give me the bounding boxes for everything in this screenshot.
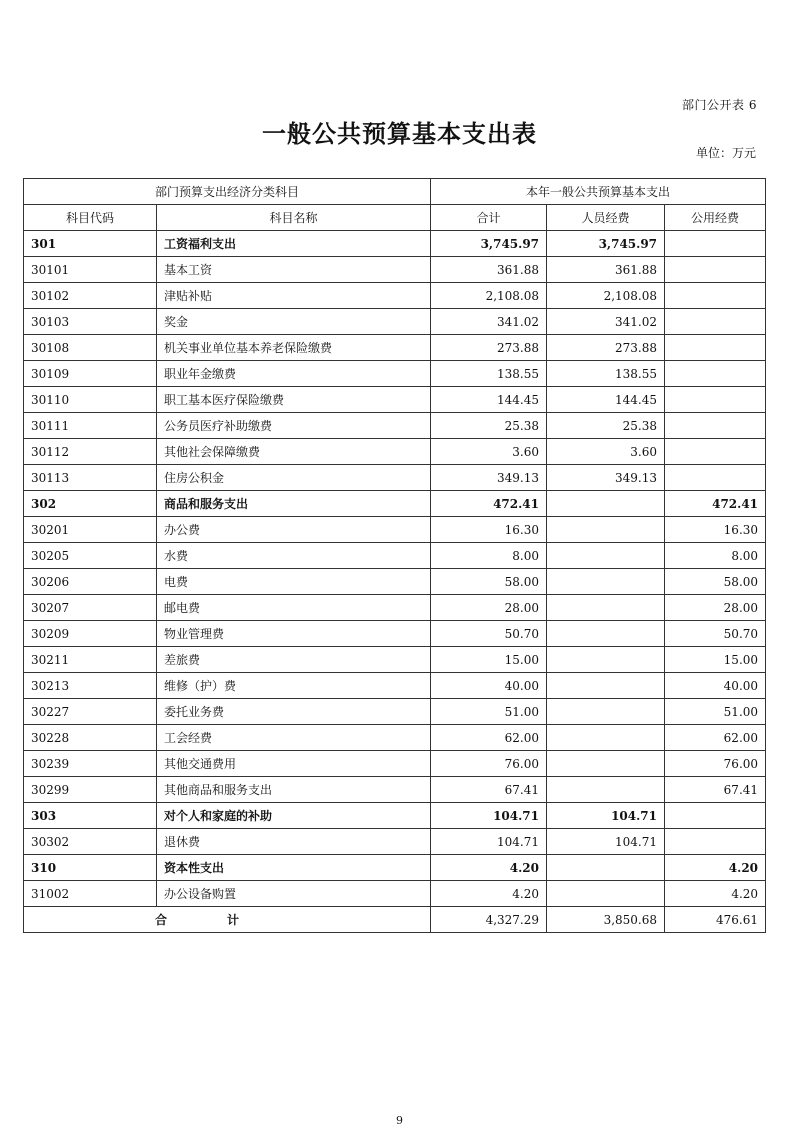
- cell-total: 25.38: [431, 413, 547, 439]
- cell-name: 电费: [157, 569, 431, 595]
- cell-personnel: [547, 725, 665, 751]
- cell-public: [665, 439, 766, 465]
- cell-name: 其他交通费用: [157, 751, 431, 777]
- table-row: [24, 881, 766, 907]
- cell-name: 职业年金缴费: [157, 361, 431, 387]
- cell-code: 310: [24, 855, 157, 881]
- table-row: [24, 231, 766, 257]
- cell-name: 其他商品和服务支出: [157, 777, 431, 803]
- cell-personnel: [547, 673, 665, 699]
- cell-code: 30206: [24, 569, 157, 595]
- cell-personnel: [547, 751, 665, 777]
- unit-label: 单位：万元: [695, 146, 756, 160]
- total-public: 476.61: [665, 907, 766, 933]
- cell-personnel: 104.71: [547, 829, 665, 855]
- cell-name: 退休费: [157, 829, 431, 855]
- cell-code: 30302: [24, 829, 157, 855]
- header-total: 合计: [431, 205, 547, 231]
- cell-name: 津贴补贴: [157, 283, 431, 309]
- cell-name: 办公费: [157, 517, 431, 543]
- total-row: [24, 907, 766, 933]
- cell-personnel: [547, 881, 665, 907]
- cell-code: 30227: [24, 699, 157, 725]
- table-row: [24, 751, 766, 777]
- cell-name: 工资福利支出: [157, 231, 431, 257]
- cell-personnel: [547, 491, 665, 517]
- cell-name: 差旅费: [157, 647, 431, 673]
- cell-code: 30211: [24, 647, 157, 673]
- cell-total: 76.00: [431, 751, 547, 777]
- cell-personnel: 3.60: [547, 439, 665, 465]
- cell-total: 8.00: [431, 543, 547, 569]
- cell-public: 4.20: [665, 855, 766, 881]
- cell-total: 349.13: [431, 465, 547, 491]
- cell-code: 302: [24, 491, 157, 517]
- table-row: [24, 361, 766, 387]
- cell-code: 30110: [24, 387, 157, 413]
- cell-total: 15.00: [431, 647, 547, 673]
- cell-public: [665, 257, 766, 283]
- cell-total: 4.20: [431, 881, 547, 907]
- cell-code: 30113: [24, 465, 157, 491]
- cell-personnel: 25.38: [547, 413, 665, 439]
- cell-personnel: [547, 569, 665, 595]
- cell-public: [665, 803, 766, 829]
- cell-code: 30213: [24, 673, 157, 699]
- cell-name: 水费: [157, 543, 431, 569]
- cell-personnel: 349.13: [547, 465, 665, 491]
- cell-total: 50.70: [431, 621, 547, 647]
- cell-name: 办公设备购置: [157, 881, 431, 907]
- cell-name: 资本性支出: [157, 855, 431, 881]
- cell-public: [665, 829, 766, 855]
- cell-public: 62.00: [665, 725, 766, 751]
- cell-total: 144.45: [431, 387, 547, 413]
- table-row: [24, 387, 766, 413]
- cell-personnel: 341.02: [547, 309, 665, 335]
- cell-total: 138.55: [431, 361, 547, 387]
- table-row: [24, 283, 766, 309]
- cell-public: 28.00: [665, 595, 766, 621]
- table-row: [24, 777, 766, 803]
- cell-personnel: 3,745.97: [547, 231, 665, 257]
- cell-public: [665, 361, 766, 387]
- cell-code: 30201: [24, 517, 157, 543]
- cell-name: 公务员医疗补助缴费: [157, 413, 431, 439]
- cell-personnel: [547, 647, 665, 673]
- table-row: [24, 439, 766, 465]
- header-personnel: 人员经费: [547, 205, 665, 231]
- cell-total: 273.88: [431, 335, 547, 361]
- table-row: [24, 569, 766, 595]
- cell-public: 51.00: [665, 699, 766, 725]
- cell-personnel: 144.45: [547, 387, 665, 413]
- table-row: [24, 257, 766, 283]
- cell-name: 其他社会保障缴费: [157, 439, 431, 465]
- cell-total: 472.41: [431, 491, 547, 517]
- cell-personnel: [547, 699, 665, 725]
- cell-total: 62.00: [431, 725, 547, 751]
- cell-public: 8.00: [665, 543, 766, 569]
- table-row: [24, 413, 766, 439]
- cell-code: 30111: [24, 413, 157, 439]
- cell-total: 4.20: [431, 855, 547, 881]
- cell-code: 30239: [24, 751, 157, 777]
- cell-total: 2,108.08: [431, 283, 547, 309]
- cell-total: 28.00: [431, 595, 547, 621]
- cell-public: 4.20: [665, 881, 766, 907]
- cell-personnel: [547, 517, 665, 543]
- header-public: 公用经费: [665, 205, 766, 231]
- cell-name: 对个人和家庭的补助: [157, 803, 431, 829]
- table-number-label: 部门公开表 6: [682, 98, 757, 112]
- cell-public: 472.41: [665, 491, 766, 517]
- table-row: [24, 699, 766, 725]
- budget-table: [23, 178, 766, 933]
- cell-name: 住房公积金: [157, 465, 431, 491]
- cell-code: 31002: [24, 881, 157, 907]
- page-title: 一般公共预算基本支出表: [262, 119, 537, 148]
- cell-name: 委托业务费: [157, 699, 431, 725]
- table-row: [24, 491, 766, 517]
- header-basic-expenditure: 本年一般公共预算基本支出: [431, 179, 766, 205]
- cell-name: 基本工资: [157, 257, 431, 283]
- cell-public: 50.70: [665, 621, 766, 647]
- cell-total: 104.71: [431, 829, 547, 855]
- header-name: 科目名称: [157, 205, 431, 231]
- header-code: 科目代码: [24, 205, 157, 231]
- cell-personnel: 361.88: [547, 257, 665, 283]
- cell-public: 16.30: [665, 517, 766, 543]
- cell-name: 奖金: [157, 309, 431, 335]
- cell-public: 67.41: [665, 777, 766, 803]
- header-classification: 部门预算支出经济分类科目: [24, 179, 431, 205]
- table-row: [24, 647, 766, 673]
- cell-name: 商品和服务支出: [157, 491, 431, 517]
- cell-public: [665, 413, 766, 439]
- cell-code: 30102: [24, 283, 157, 309]
- cell-name: 物业管理费: [157, 621, 431, 647]
- cell-code: 30207: [24, 595, 157, 621]
- total-personnel: 3,850.68: [547, 907, 665, 933]
- page-number: 9: [396, 1114, 403, 1127]
- cell-name: 邮电费: [157, 595, 431, 621]
- table-row: [24, 803, 766, 829]
- table-row: [24, 725, 766, 751]
- cell-personnel: 104.71: [547, 803, 665, 829]
- cell-personnel: 138.55: [547, 361, 665, 387]
- cell-public: [665, 309, 766, 335]
- cell-total: 3,745.97: [431, 231, 547, 257]
- table-row: [24, 465, 766, 491]
- cell-name: 维修（护）费: [157, 673, 431, 699]
- cell-public: 76.00: [665, 751, 766, 777]
- table-row: [24, 595, 766, 621]
- cell-public: 15.00: [665, 647, 766, 673]
- cell-total: 67.41: [431, 777, 547, 803]
- cell-personnel: [547, 777, 665, 803]
- table-row: [24, 855, 766, 881]
- cell-total: 58.00: [431, 569, 547, 595]
- cell-public: [665, 335, 766, 361]
- cell-personnel: [547, 543, 665, 569]
- cell-total: 3.60: [431, 439, 547, 465]
- cell-total: 104.71: [431, 803, 547, 829]
- cell-public: [665, 465, 766, 491]
- table-row: [24, 543, 766, 569]
- cell-code: 30112: [24, 439, 157, 465]
- header-column-row: [24, 205, 766, 231]
- cell-code: 303: [24, 803, 157, 829]
- total-amount: 4,327.29: [431, 907, 547, 933]
- cell-public: [665, 283, 766, 309]
- cell-public: 58.00: [665, 569, 766, 595]
- cell-name: 工会经费: [157, 725, 431, 751]
- cell-total: 40.00: [431, 673, 547, 699]
- cell-personnel: 2,108.08: [547, 283, 665, 309]
- cell-total: 16.30: [431, 517, 547, 543]
- table-row: [24, 517, 766, 543]
- cell-total: 341.02: [431, 309, 547, 335]
- cell-personnel: [547, 621, 665, 647]
- cell-personnel: [547, 855, 665, 881]
- cell-code: 30209: [24, 621, 157, 647]
- cell-name: 机关事业单位基本养老保险缴费: [157, 335, 431, 361]
- table-row: [24, 673, 766, 699]
- cell-code: 301: [24, 231, 157, 257]
- table-body: [24, 231, 766, 907]
- table-row: [24, 309, 766, 335]
- cell-public: [665, 231, 766, 257]
- total-label: 合计: [24, 907, 431, 933]
- cell-name: 职工基本医疗保险缴费: [157, 387, 431, 413]
- table-row: [24, 621, 766, 647]
- cell-code: 30108: [24, 335, 157, 361]
- cell-public: 40.00: [665, 673, 766, 699]
- header-group-row: [24, 179, 766, 205]
- cell-public: [665, 387, 766, 413]
- cell-total: 361.88: [431, 257, 547, 283]
- cell-code: 30228: [24, 725, 157, 751]
- cell-total: 51.00: [431, 699, 547, 725]
- table-row: [24, 829, 766, 855]
- cell-personnel: 273.88: [547, 335, 665, 361]
- cell-code: 30205: [24, 543, 157, 569]
- cell-code: 30299: [24, 777, 157, 803]
- cell-personnel: [547, 595, 665, 621]
- cell-code: 30103: [24, 309, 157, 335]
- cell-code: 30109: [24, 361, 157, 387]
- cell-code: 30101: [24, 257, 157, 283]
- table-row: [24, 335, 766, 361]
